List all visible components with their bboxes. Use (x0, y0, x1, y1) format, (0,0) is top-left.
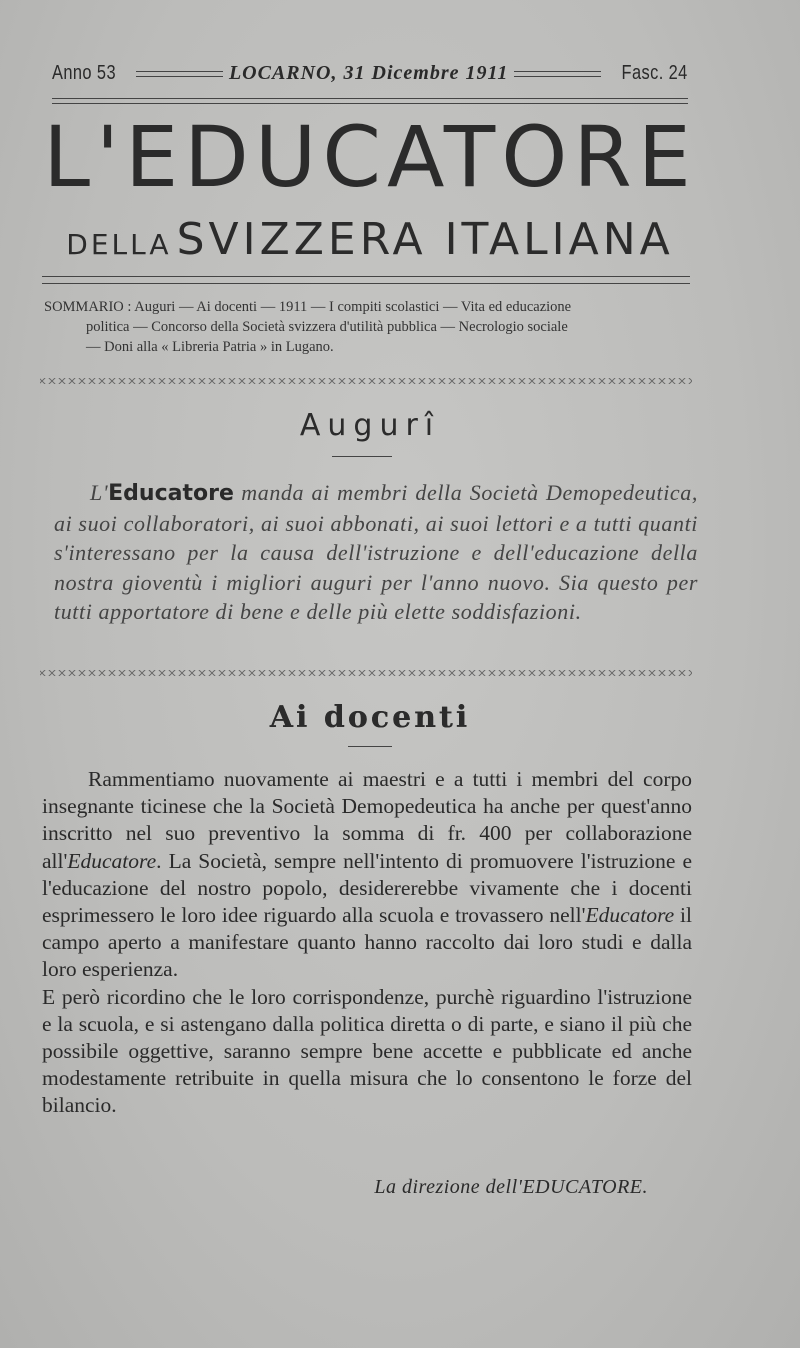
section-heading-auguri: Augurî (299, 408, 441, 443)
text-run: il campo aperto a manifestare quanto hanno raccolto dai loro studi e dalla loro esperienza. (42, 903, 693, 982)
docenti-paragraph: E però ricordino che le loro corrispondenze, purchè riguardino l'istruzione e la scuola, e si astengano dalla politica diretta o di parte, e siano il più che possibile oggettive, saranno sempre bene accette e pubblicate ed anche modestamente retribuite in quella misura che lo consentono le forze del bilancio. (42, 984, 692, 1118)
auguri-paragraph (54, 478, 698, 627)
wavy-divider (40, 668, 692, 678)
docenti-paragraph (42, 766, 692, 984)
text-run: Rammentiamo nuovamente ai maestri e a tutti i membri del corpo insegnante ticinese che la Società Demopedeutica ha anche per quest'anno inscritto nel suo preventivo la somma di fr. 400 per collaborazione all' (42, 767, 692, 873)
summary (44, 297, 694, 357)
section-heading-docenti: Ai docenti (269, 700, 471, 735)
signature: La direzione dell'EDUCATORE. (374, 1176, 648, 1198)
wavy-divider (40, 376, 692, 386)
year-label: Anno 53 (52, 62, 116, 84)
text-run: . La Società, sempre nell'intento di promuovere l'istruzione e l'educazione del nostro popolo, desidererebbe vivamente che i docenti esprimessero le loro idee riguardo alla scuola e trovassero nell' (42, 848, 692, 928)
divider (52, 98, 688, 104)
issue-number: Fasc. 24 (621, 62, 688, 84)
journal-name: Educatore (108, 481, 234, 506)
subtitle-della: DELLA (66, 228, 172, 261)
journal-name: Educatore (67, 848, 157, 873)
masthead-title: L'EDUCATORE (43, 108, 697, 206)
issue-line (52, 62, 688, 85)
journal-name: Educatore (585, 903, 675, 928)
masthead-subtitle (40, 210, 700, 279)
divider (136, 71, 223, 77)
docenti-article (42, 766, 692, 1120)
heading-underline (332, 456, 392, 457)
auguri-body: manda ai membri della Società Demopedeutica, ai suoi collaboratori, ai suoi abbonati, ai suoi lettori e a tutti quanti s'interessano per la causa dell'istruzione e dell'educazione della nostra gioventù i migliori auguri per l'anno nuovo. Sia questo per tutti apportatore di bene e delle più elette soddisfazioni. (54, 480, 698, 624)
divider (42, 276, 690, 284)
summary-line: — Doni alla « Libreria Patria » in Lugano. (86, 339, 334, 355)
place-date: LOCARNO, 31 Dicembre 1911 (228, 62, 509, 84)
heading-underline (348, 746, 392, 747)
subtitle-region: SVIZZERA ITALIANA (176, 214, 674, 265)
summary-line: politica — Concorso della Società svizzera d'utilità pubblica — Necrologio sociale (86, 319, 568, 335)
summary-line: SOMMARIO : Auguri — Ai docenti — 1911 — I compiti scolastici — Vita ed educazione (44, 299, 572, 315)
divider (514, 71, 601, 77)
auguri-lead: L' (90, 480, 109, 505)
